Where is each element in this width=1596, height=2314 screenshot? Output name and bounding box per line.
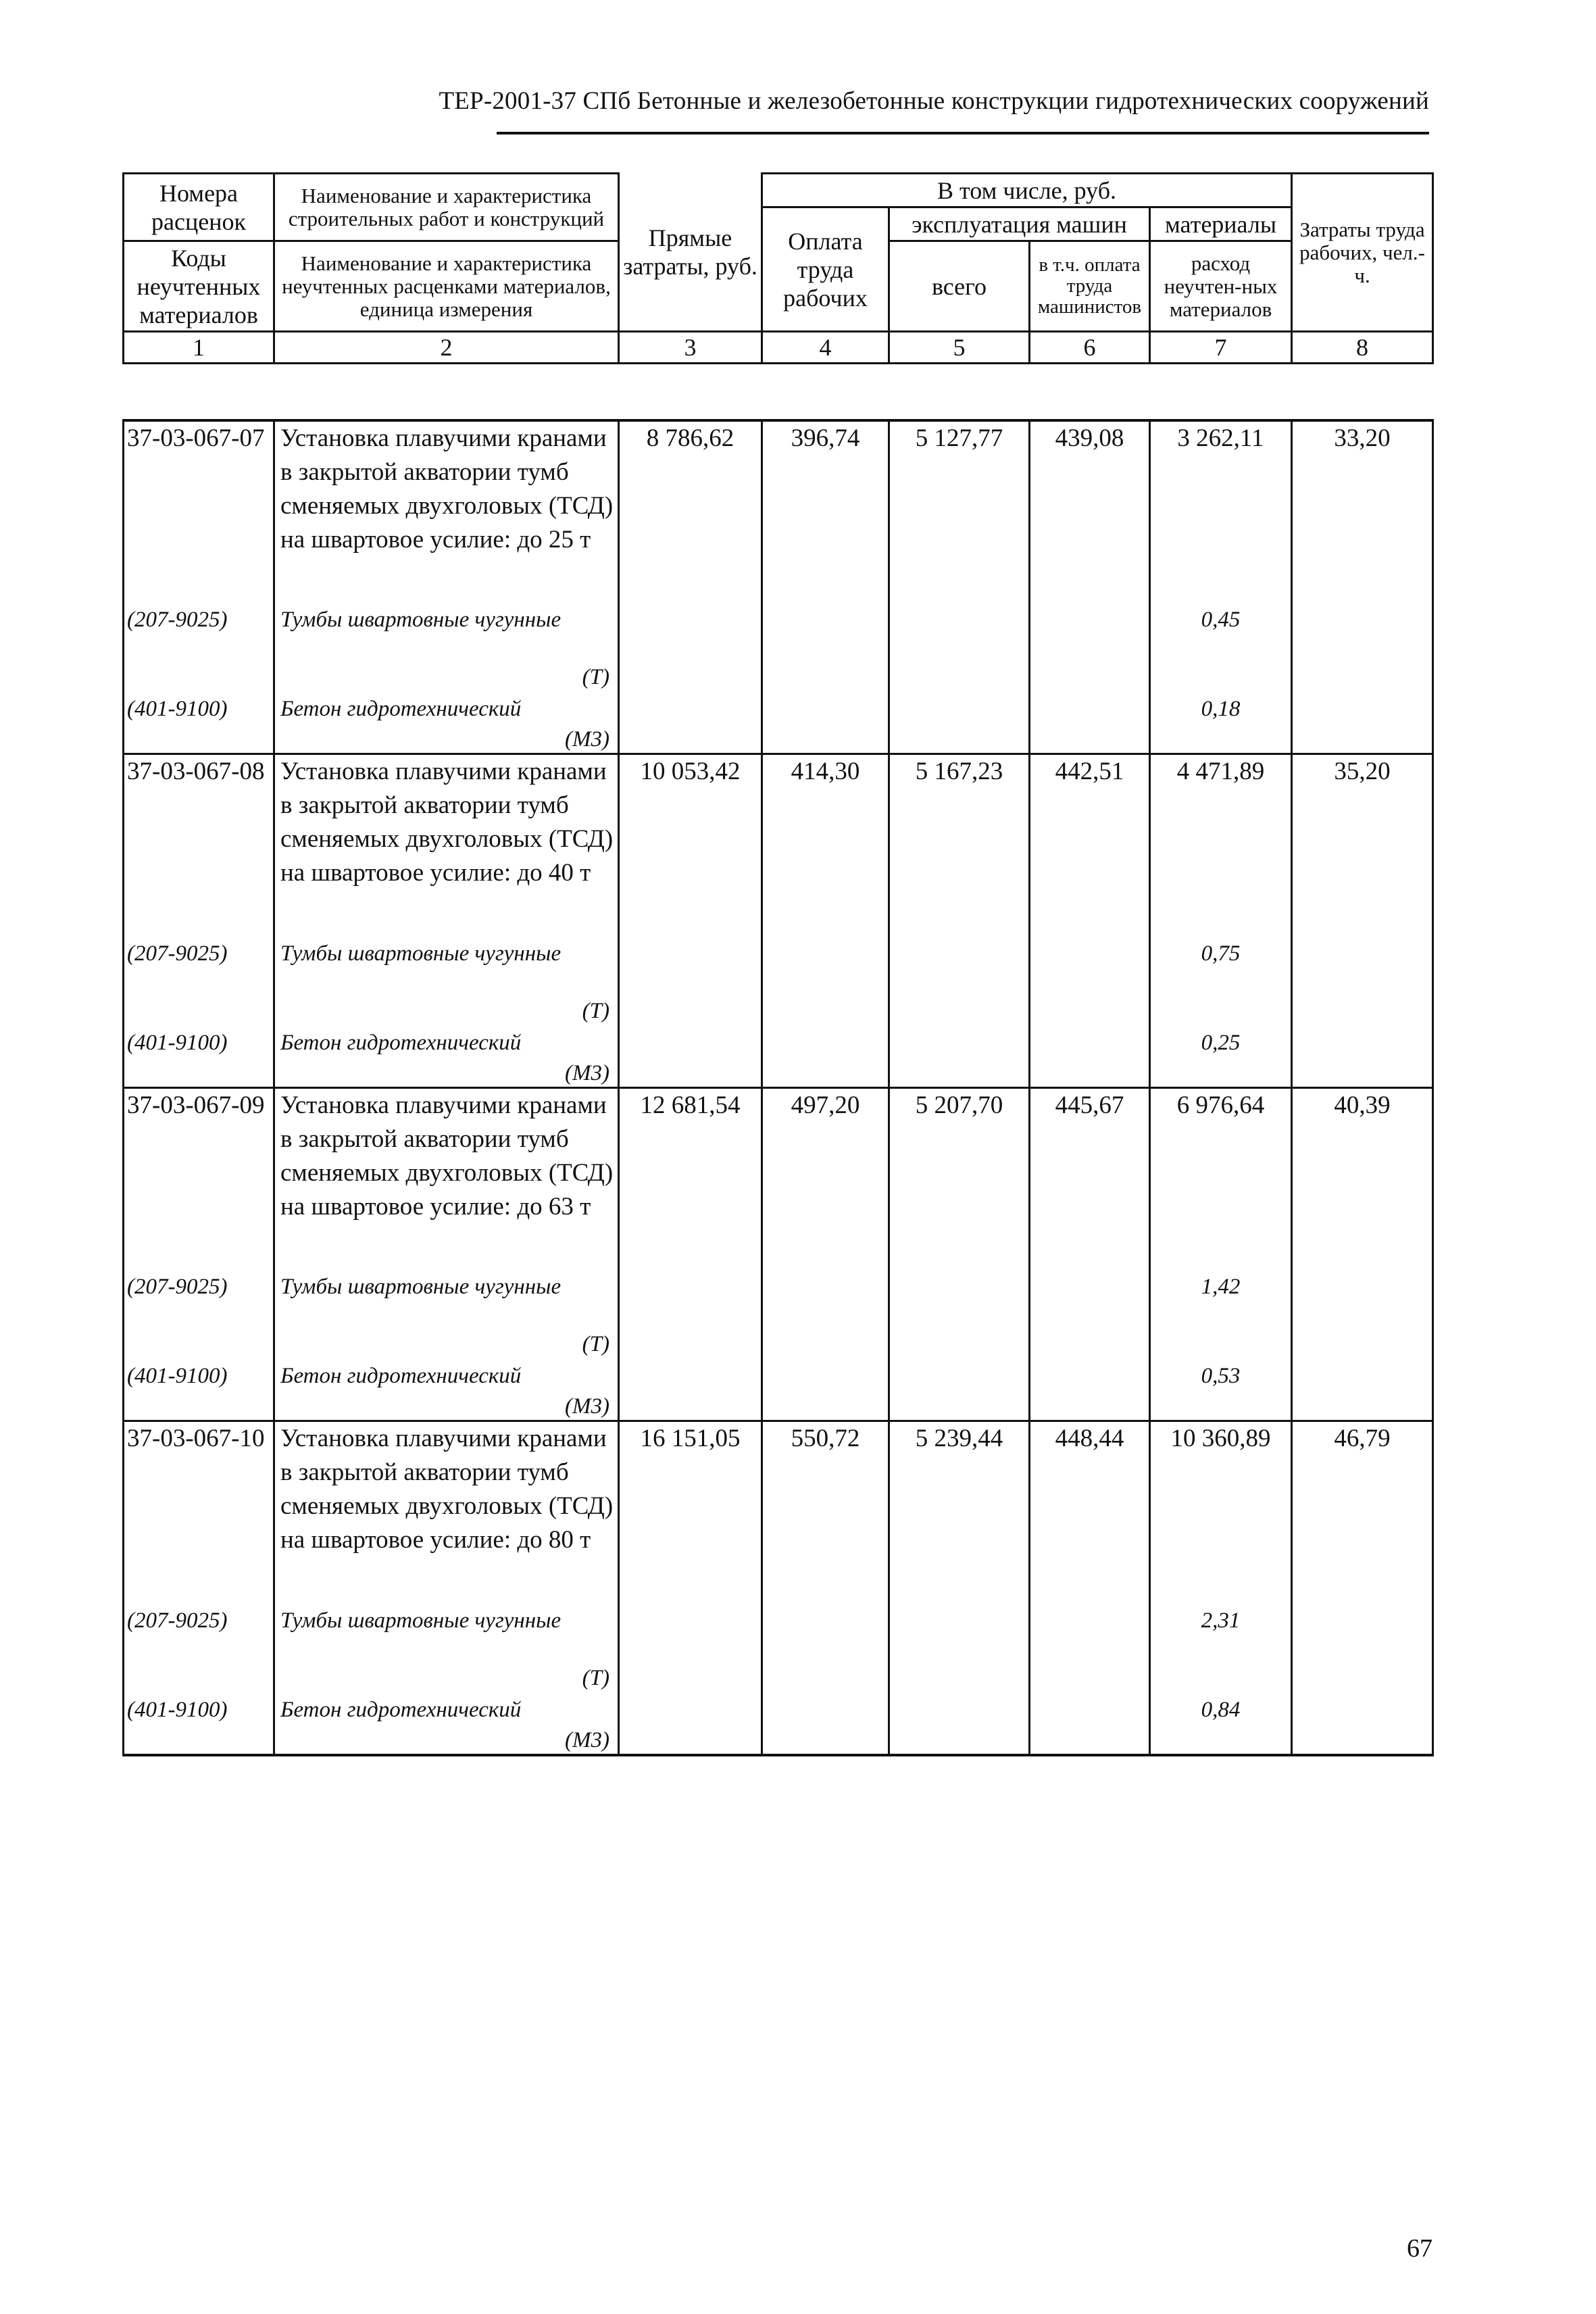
material-unit: (М3) [565, 1060, 609, 1085]
material-qty: 2,31 [1150, 1604, 1292, 1693]
machinists-pay: 448,44 [1030, 1421, 1150, 1604]
materials-cost: 3 262,11 [1150, 420, 1292, 603]
col-number: 2 [274, 332, 619, 364]
direct-costs: 10 053,42 [619, 754, 762, 937]
material-code: (401-9100) [124, 1359, 274, 1421]
col-machines-total-header: всего [889, 241, 1030, 332]
material-qty: 1,42 [1150, 1270, 1292, 1359]
work-description: Установка плавучими кранами в закрытой акватории тумб сменяемых двухголовых (ТСД) на швартовое усилие: до 63 т [274, 1087, 619, 1270]
table-header [122, 172, 1434, 364]
col-materials-header: расход неучтен-ных материалов [1150, 241, 1292, 332]
materials-cost: 10 360,89 [1150, 1421, 1292, 1604]
material-item [274, 1604, 619, 1693]
material-qty: 0,25 [1150, 1026, 1292, 1088]
material-name: Бетон гидротехнический [280, 697, 522, 721]
material-qty: 0,75 [1150, 937, 1292, 1026]
material-name: Бетон гидротехнический [280, 1697, 522, 1722]
machinists-pay: 445,67 [1030, 1087, 1150, 1270]
material-unit: (Т) [582, 665, 609, 689]
material-qty: 0,84 [1150, 1693, 1292, 1755]
direct-costs: 8 786,62 [619, 420, 762, 603]
material-item [274, 603, 619, 692]
material-item [274, 1026, 619, 1088]
material-unit: (Т) [582, 998, 609, 1023]
labor-hours: 33,20 [1292, 420, 1433, 603]
col-codes-sub-header: Коды неучтенных материалов [124, 241, 274, 332]
work-description: Установка плавучими кранами в закрытой акватории тумб сменяемых двухголовых (ТСД) на швартовое усилие: до 80 т [274, 1421, 619, 1604]
material-name: Бетон гидротехнический [280, 1364, 522, 1388]
materials-cost: 4 471,89 [1150, 754, 1292, 937]
col-name-sub-header: Наименование и характеристика неучтенных расценками материалов, единица измерения [274, 241, 619, 332]
machines-total: 5 167,23 [889, 754, 1030, 937]
col-number: 5 [889, 332, 1030, 364]
labor-hours: 35,20 [1292, 754, 1433, 937]
col-machinists-header: в т.ч. оплата труда машинистов [1030, 241, 1150, 332]
page-number: 67 [1407, 2234, 1432, 2263]
material-name: Тумбы швартовные чугунные [280, 1608, 562, 1633]
rate-code: 37-03-067-10 [124, 1421, 274, 1604]
material-item [274, 937, 619, 1026]
material-code: (401-9100) [124, 1693, 274, 1755]
work-description: Установка плавучими кранами в закрытой акватории тумб сменяемых двухголовых (ТСД) на швартовое усилие: до 25 т [274, 420, 619, 603]
material-code: (207-9025) [124, 937, 274, 1026]
material-code: (401-9100) [124, 1026, 274, 1088]
machines-total: 5 207,70 [889, 1087, 1030, 1270]
labor-hours: 46,79 [1292, 1421, 1433, 1604]
material-unit: (М3) [565, 1727, 609, 1752]
labor-hours: 40,39 [1292, 1087, 1433, 1270]
work-description: Установка плавучими кранами в закрытой акватории тумб сменяемых двухголовых (ТСД) на швартовое усилие: до 40 т [274, 754, 619, 937]
labor-pay: 396,74 [762, 420, 889, 603]
col-number: 7 [1150, 332, 1292, 364]
materials-cost: 6 976,64 [1150, 1087, 1292, 1270]
col-labor-header: Оплата труда рабочих [762, 207, 889, 332]
labor-pay: 497,20 [762, 1087, 889, 1270]
labor-pay: 414,30 [762, 754, 889, 937]
material-item [274, 1359, 619, 1421]
direct-costs: 16 151,05 [619, 1421, 762, 1604]
machinists-pay: 439,08 [1030, 420, 1150, 603]
material-name: Тумбы швартовные чугунные [280, 941, 562, 966]
col-hours-header: Затраты труда рабочих, чел.-ч. [1292, 174, 1433, 332]
material-qty: 0,18 [1150, 692, 1292, 754]
direct-costs: 12 681,54 [619, 1087, 762, 1270]
rate-code: 37-03-067-09 [124, 1087, 274, 1270]
col-direct-header: Прямые затраты, руб. [619, 174, 762, 332]
material-code: (401-9100) [124, 692, 274, 754]
labor-pay: 550,72 [762, 1421, 889, 1604]
material-code: (207-9025) [124, 1270, 274, 1359]
col-number: 1 [124, 332, 274, 364]
material-name: Бетон гидротехнический [280, 1030, 522, 1055]
material-item [274, 1270, 619, 1359]
col-number: 4 [762, 332, 889, 364]
material-unit: (Т) [582, 1332, 609, 1356]
col-codes-header: Номера расценок [124, 174, 274, 241]
machines-header: эксплуатация машин [889, 207, 1150, 241]
page-title: ТЕР-2001-37 СПб Бетонные и железобетонные конструкции гидротехнических сооружений [439, 87, 1429, 115]
material-unit: (М3) [565, 727, 609, 752]
rate-code: 37-03-067-08 [124, 754, 274, 937]
machinists-pay: 442,51 [1030, 754, 1150, 937]
title-rule [497, 132, 1429, 134]
machines-total: 5 127,77 [889, 420, 1030, 603]
col-name-header: Наименование и характеристика строительных работ и конструкций [274, 174, 619, 241]
material-name: Тумбы швартовные чугунные [280, 608, 562, 632]
col-number: 6 [1030, 332, 1150, 364]
material-item [274, 1693, 619, 1755]
material-code: (207-9025) [124, 1604, 274, 1693]
col-number: 3 [619, 332, 762, 364]
price-table [122, 419, 1434, 1756]
material-unit: (М3) [565, 1394, 609, 1419]
material-code: (207-9025) [124, 603, 274, 692]
machines-total: 5 239,44 [889, 1421, 1030, 1604]
group-header: В том числе, руб. [762, 174, 1292, 207]
col-number: 8 [1292, 332, 1433, 364]
material-name: Тумбы швартовные чугунные [280, 1275, 562, 1299]
material-item [274, 692, 619, 754]
rate-code: 37-03-067-07 [124, 420, 274, 603]
materials-header: материалы [1150, 207, 1292, 241]
material-unit: (Т) [582, 1665, 609, 1690]
material-qty: 0,53 [1150, 1359, 1292, 1421]
material-qty: 0,45 [1150, 603, 1292, 692]
